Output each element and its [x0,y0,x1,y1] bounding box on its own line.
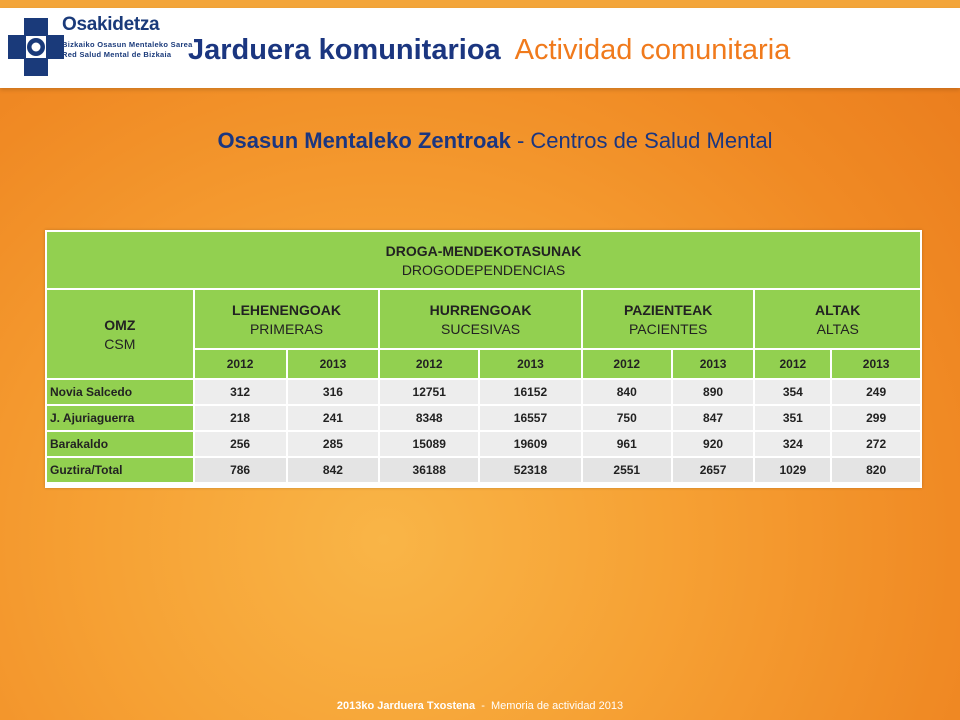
table-cell: 218 [194,405,287,431]
top-strip [0,0,960,8]
group-header-eu: LEHENENGOAK [232,301,341,318]
osakidetza-cross-logo-icon [6,16,66,78]
group-header-es: PACIENTES [629,320,708,337]
table-cell: 285 [287,431,380,457]
table-cell: 312 [194,379,287,405]
group-header [754,289,921,349]
row-label: Novia Salcedo [46,379,194,405]
table-cell: 324 [754,431,831,457]
footer-eu: 2013ko Jarduera Txostena [336,700,476,712]
table-cell: 52318 [479,457,582,483]
table-total-row [46,457,921,483]
year-header: 2012 [582,349,672,379]
page-title-es: Actividad comunitaria [514,34,791,66]
table-cell: 36188 [379,457,479,483]
table-cell: 8348 [379,405,479,431]
year-header: 2013 [672,349,755,379]
table-cell: 847 [672,405,755,431]
table-title-cell [46,231,921,289]
row-label: J. Ajuriaguerra [46,405,194,431]
footer-separator: - [475,700,491,712]
year-header: 2012 [379,349,479,379]
table-title-es: DROGODEPENDENCIAS [401,261,566,278]
table-cell: 351 [754,405,831,431]
table-cell: 241 [287,405,380,431]
table-cell: 750 [582,405,672,431]
subtitle-eu: Osasun Mentaleko Zentroak [217,128,511,153]
table-cell: 1029 [754,457,831,483]
drug-dependency-table [45,230,922,488]
table-cell: 19609 [479,431,582,457]
row-label: Barakaldo [46,431,194,457]
table-cell: 316 [287,379,380,405]
group-header-eu: HURRENGOAK [429,301,532,318]
row-header-eu: OMZ [104,316,136,333]
group-header-es: PRIMERAS [249,320,324,337]
table-row [46,431,921,457]
year-header: 2013 [287,349,380,379]
brand-line-es: Red Salud Mental de Bizkaia [62,50,172,59]
table-cell: 354 [754,379,831,405]
table-cell: 840 [582,379,672,405]
group-header-eu: PAZIENTEAK [623,301,713,318]
table-cell: 2551 [582,457,672,483]
subtitle-es: Centros de Salud Mental [530,128,773,153]
page-title [188,34,790,67]
year-header: 2013 [831,349,921,379]
year-header: 2012 [194,349,287,379]
table-cell: 249 [831,379,921,405]
table-title-eu: DROGA-MENDEKOTASUNAK [385,242,582,259]
row-header-cell [46,289,194,379]
footer-es: Memoria de actividad 2013 [491,700,624,712]
table-cell: 786 [194,457,287,483]
group-header-eu: ALTAK [815,301,861,318]
row-header-es: CSM [104,335,136,352]
group-header [582,289,755,349]
table-cell: 272 [831,431,921,457]
group-header [194,289,380,349]
year-header: 2013 [479,349,582,379]
table-row [46,379,921,405]
group-header-es: ALTAS [816,320,859,337]
group-header-es: SUCESIVAS [441,320,521,337]
footer [0,700,960,712]
group-header [379,289,582,349]
table-cell: 16557 [479,405,582,431]
table-cell: 16152 [479,379,582,405]
table-row [46,405,921,431]
table-cell: 256 [194,431,287,457]
table-cell: 961 [582,431,672,457]
row-label: Guztira/Total [46,457,194,483]
table-cell: 920 [672,431,755,457]
table-cell: 12751 [379,379,479,405]
header-bar [0,8,960,88]
table-cell: 15089 [379,431,479,457]
page-title-eu: Jarduera komunitarioa [188,34,501,66]
section-subtitle [0,128,960,154]
brand-line-eu: Bizkaiko Osasun Mentaleko Sarea [62,40,193,49]
table-cell: 890 [672,379,755,405]
subtitle-separator: - [510,128,531,153]
table-cell: 299 [831,405,921,431]
table-cell: 2657 [672,457,755,483]
brand-block [62,14,193,60]
year-header: 2012 [754,349,831,379]
table-cell: 842 [287,457,380,483]
table-cell: 820 [831,457,921,483]
brand-name: Osakidetza [62,14,160,35]
